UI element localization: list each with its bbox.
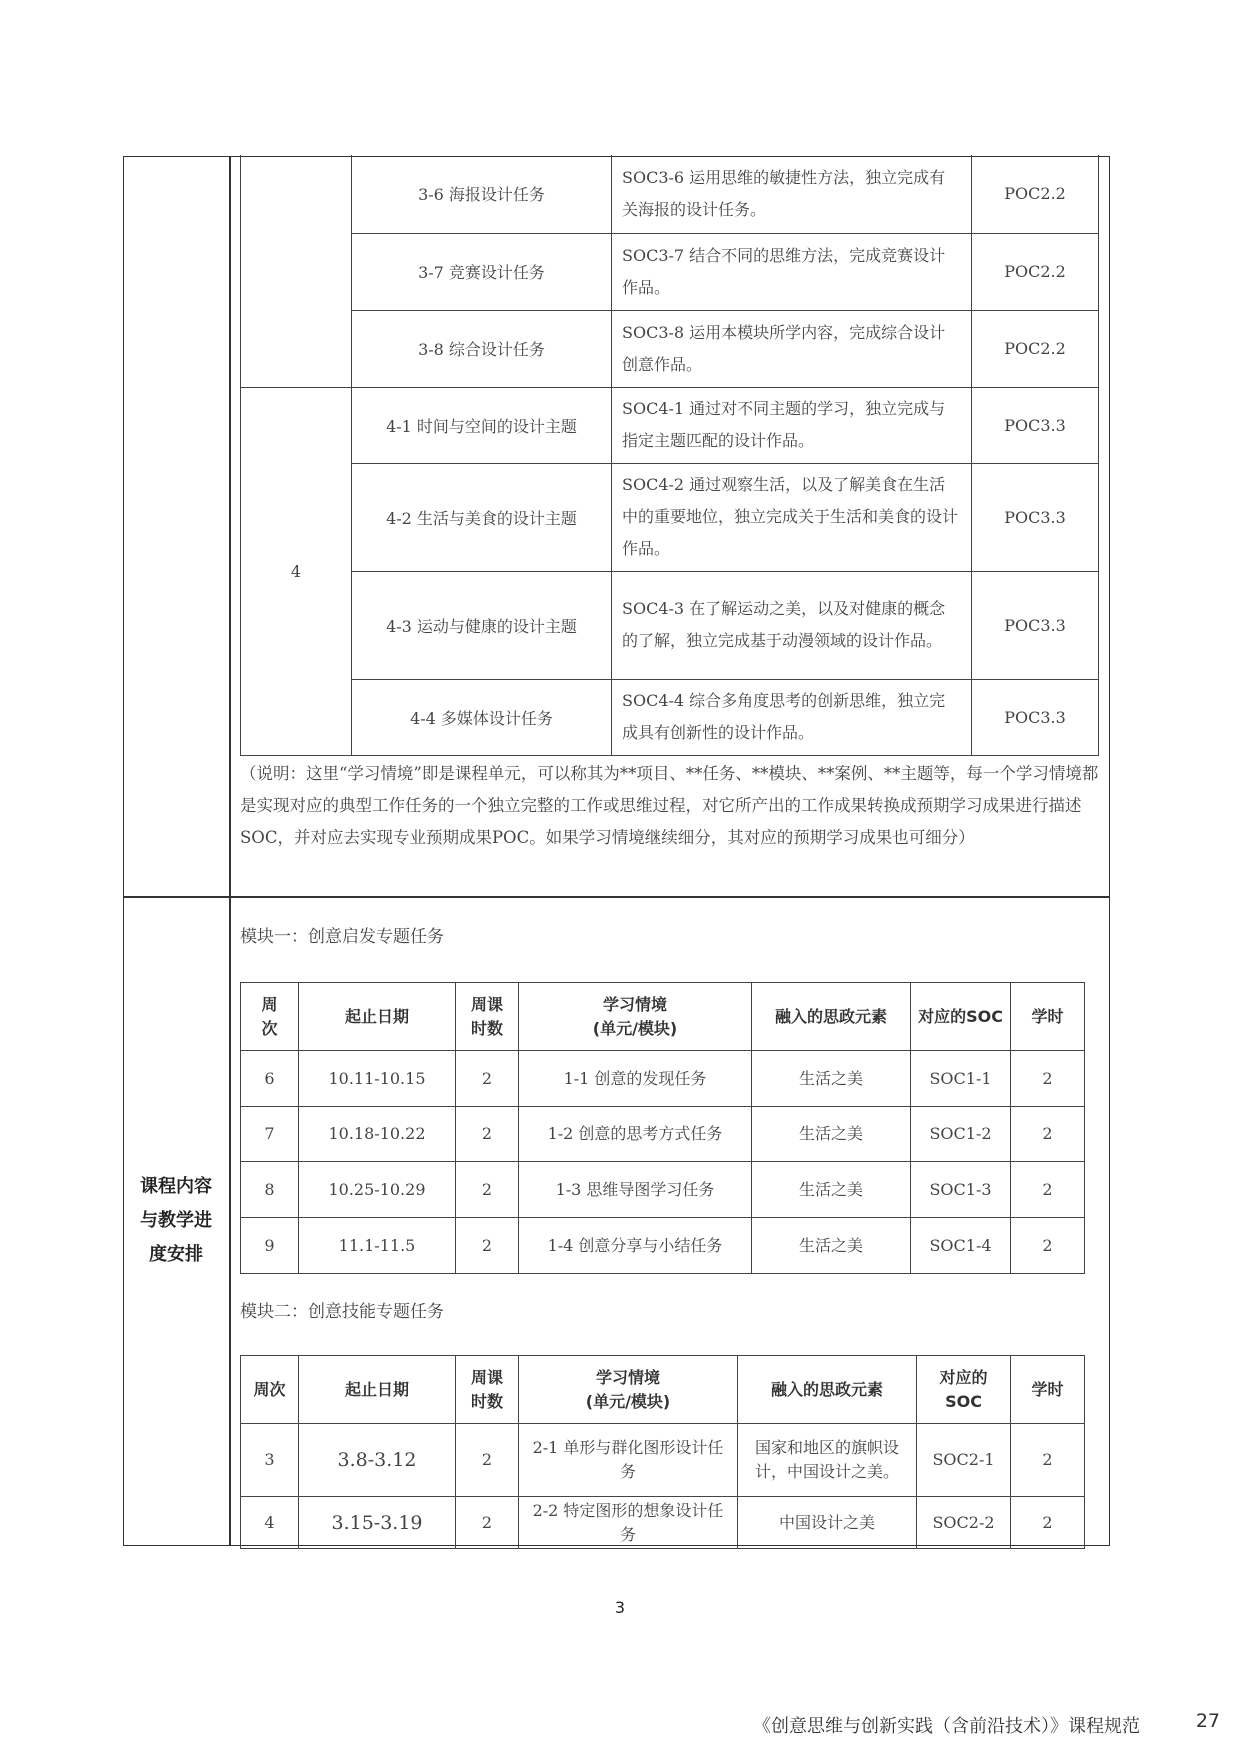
poc-code: POC2.2 [972, 233, 1099, 310]
module1-title: 模块一：创意启发专题任务 [240, 927, 444, 947]
table-row [241, 233, 1099, 310]
table-row [241, 679, 1099, 755]
table-row [241, 155, 1099, 233]
cell-hours-week: 2 [456, 1218, 519, 1274]
cell-hours-week: 2 [456, 1051, 519, 1107]
cell-situation: 1-4 创意分享与小结任务 [519, 1218, 752, 1274]
cell-soc: SOC1-2 [911, 1107, 1011, 1162]
cell-date: 10.11-10.15 [299, 1051, 456, 1107]
header-situation-line2: (单元/模块) [592, 1018, 678, 1038]
header-ideology: 融入的思政元素 [752, 983, 911, 1051]
soc-description: SOC3-6 运用思维的敏捷性方法，独立完成有关海报的设计任务。 [612, 155, 972, 233]
section-label-line: 课程内容 [140, 1176, 212, 1197]
table-row [241, 1051, 1085, 1107]
header-hours-week: 周课时数 [456, 1356, 519, 1424]
page-number: 3 [614, 1598, 626, 1617]
cell-week: 3 [241, 1424, 299, 1497]
header-week: 周次 [241, 1356, 299, 1424]
table-row [241, 463, 1099, 571]
soc-description: SOC4-1 通过对不同主题的学习，独立完成与指定主题匹配的设计作品。 [612, 387, 972, 463]
cell-hours: 2 [1011, 1424, 1085, 1497]
soc-description: SOC4-4 综合多角度思考的创新思维，独立完成具有创新性的设计作品。 [612, 679, 972, 755]
sub-situation: 4-2 生活与美食的设计主题 [352, 463, 612, 571]
poc-code: POC2.2 [972, 155, 1099, 233]
cell-hours: 2 [1011, 1107, 1085, 1162]
module2-title: 模块二：创意技能专题任务 [240, 1302, 444, 1322]
cell-hours-week: 2 [456, 1497, 519, 1549]
header-hours: 学时 [1011, 983, 1085, 1051]
poc-code: POC3.3 [972, 387, 1099, 463]
header-hours: 学时 [1011, 1356, 1085, 1424]
table-row [241, 1162, 1085, 1218]
sub-situation: 3-6 海报设计任务 [352, 155, 612, 233]
section-label [123, 1170, 229, 1272]
cell-date: 10.25-10.29 [299, 1162, 456, 1218]
table-row [241, 387, 1099, 463]
cell-hours: 2 [1011, 1162, 1085, 1218]
header-situation-line2: (单元/模块) [585, 1391, 671, 1411]
cell-week: 7 [241, 1107, 299, 1162]
section-label-line: 度安排 [149, 1244, 203, 1265]
module1-schedule-table [240, 982, 1085, 1274]
cell-soc: SOC1-1 [911, 1051, 1011, 1107]
table-row [241, 1107, 1085, 1162]
soc-description: SOC3-7 结合不同的思维方法，完成竞赛设计作品。 [612, 233, 972, 310]
header-ideology: 融入的思政元素 [738, 1356, 917, 1424]
header-date: 起止日期 [299, 1356, 456, 1424]
cell-soc: SOC1-3 [911, 1162, 1011, 1218]
module2-schedule-table [240, 1355, 1085, 1549]
cell-soc: SOC2-1 [917, 1424, 1011, 1497]
poc-code: POC3.3 [972, 679, 1099, 755]
section-label-line: 与教学进 [140, 1210, 212, 1231]
sub-situation: 3-7 竞赛设计任务 [352, 233, 612, 310]
cell-week: 6 [241, 1051, 299, 1107]
cell-soc: SOC2-2 [917, 1497, 1011, 1549]
sub-situation: 4-4 多媒体设计任务 [352, 679, 612, 755]
header-hours-week: 周课时数 [456, 983, 519, 1051]
poc-code: POC3.3 [972, 571, 1099, 679]
cell-date: 11.1-11.5 [299, 1218, 456, 1274]
cell-hours-week: 2 [456, 1107, 519, 1162]
header-situation [519, 1356, 738, 1424]
cell-ideology: 生活之美 [752, 1107, 911, 1162]
header-situation [519, 983, 752, 1051]
cell-hours-week: 2 [456, 1162, 519, 1218]
header-situation-line1: 学习情境 [595, 1367, 660, 1387]
table-row [241, 1218, 1085, 1274]
header-situation-line1: 学习情境 [602, 994, 667, 1014]
cell-situation: 1-3 思维导图学习任务 [519, 1162, 752, 1218]
cell-situation: 1-2 创意的思考方式任务 [519, 1107, 752, 1162]
header-soc: 对应的SOC [917, 1356, 1011, 1424]
soc-description: SOC4-3 在了解运动之美，以及对健康的概念的了解，独立完成基于动漫领域的设计作品。 [612, 571, 972, 679]
sub-situation: 4-3 运动与健康的设计主题 [352, 571, 612, 679]
table-row [241, 1424, 1085, 1497]
cell-situation: 2-1 单形与群化图形设计任务 [519, 1424, 738, 1497]
learning-situation-table [240, 155, 1099, 756]
cell-week: 8 [241, 1162, 299, 1218]
cell-ideology: 生活之美 [752, 1051, 911, 1107]
table-row [241, 310, 1099, 387]
table-row [241, 1497, 1085, 1549]
cell-ideology: 国家和地区的旗帜设计，中国设计之美。 [738, 1424, 917, 1497]
column-divider [229, 156, 231, 896]
cell-soc: SOC1-4 [911, 1218, 1011, 1274]
cell-ideology: 生活之美 [752, 1218, 911, 1274]
column-divider [229, 896, 231, 1546]
table-header-row [241, 983, 1085, 1051]
cell-situation: 1-1 创意的发现任务 [519, 1051, 752, 1107]
footer-page-number: 27 [1195, 1710, 1220, 1732]
module-number: 4 [241, 387, 352, 755]
sub-situation: 4-1 时间与空间的设计主题 [352, 387, 612, 463]
cell-hours: 2 [1011, 1218, 1085, 1274]
cell-hours: 2 [1011, 1051, 1085, 1107]
explanation-note: （说明：这里“学习情境”即是课程单元，可以称其为**项目、**任务、**模块、**案例、**主题等，每一个学习情境都是实现对应的典型工作任务的一个独立完整的工作或思维过程，对它所产出的工作成果转换成预期学习成果进行描述SOC，并对应去实现专业预期成果POC。如果学习情境继续细分，其对应的预期学习成果也可细分） [240, 764, 1099, 847]
cell-ideology: 中国设计之美 [738, 1497, 917, 1549]
cell-date: 3.15-3.19 [299, 1497, 456, 1549]
cell-date: 3.8-3.12 [299, 1424, 456, 1497]
soc-description: SOC4-2 通过观察生活，以及了解美食在生活中的重要地位，独立完成关于生活和美食的设计作品。 [612, 463, 972, 571]
cell-situation: 2-2 特定图形的想象设计任务 [519, 1497, 738, 1549]
module-cell [241, 155, 352, 387]
cell-date: 10.18-10.22 [299, 1107, 456, 1162]
cell-week: 9 [241, 1218, 299, 1274]
soc-description: SOC3-8 运用本模块所学内容，完成综合设计创意作品。 [612, 310, 972, 387]
cell-week: 4 [241, 1497, 299, 1549]
header-date: 起止日期 [299, 983, 456, 1051]
table-header-row [241, 1356, 1085, 1424]
header-soc: 对应的SOC [911, 983, 1011, 1051]
sub-situation: 3-8 综合设计任务 [352, 310, 612, 387]
poc-code: POC3.3 [972, 463, 1099, 571]
footer-title: 《创意思维与创新实践（含前沿技术）》课程规范 [753, 1716, 1140, 1737]
cell-hours-week: 2 [456, 1424, 519, 1497]
poc-code: POC2.2 [972, 310, 1099, 387]
cell-hours: 2 [1011, 1497, 1085, 1549]
section-divider [123, 896, 1110, 898]
header-week: 周次 [241, 983, 299, 1051]
table-row [241, 571, 1099, 679]
cell-ideology: 生活之美 [752, 1162, 911, 1218]
